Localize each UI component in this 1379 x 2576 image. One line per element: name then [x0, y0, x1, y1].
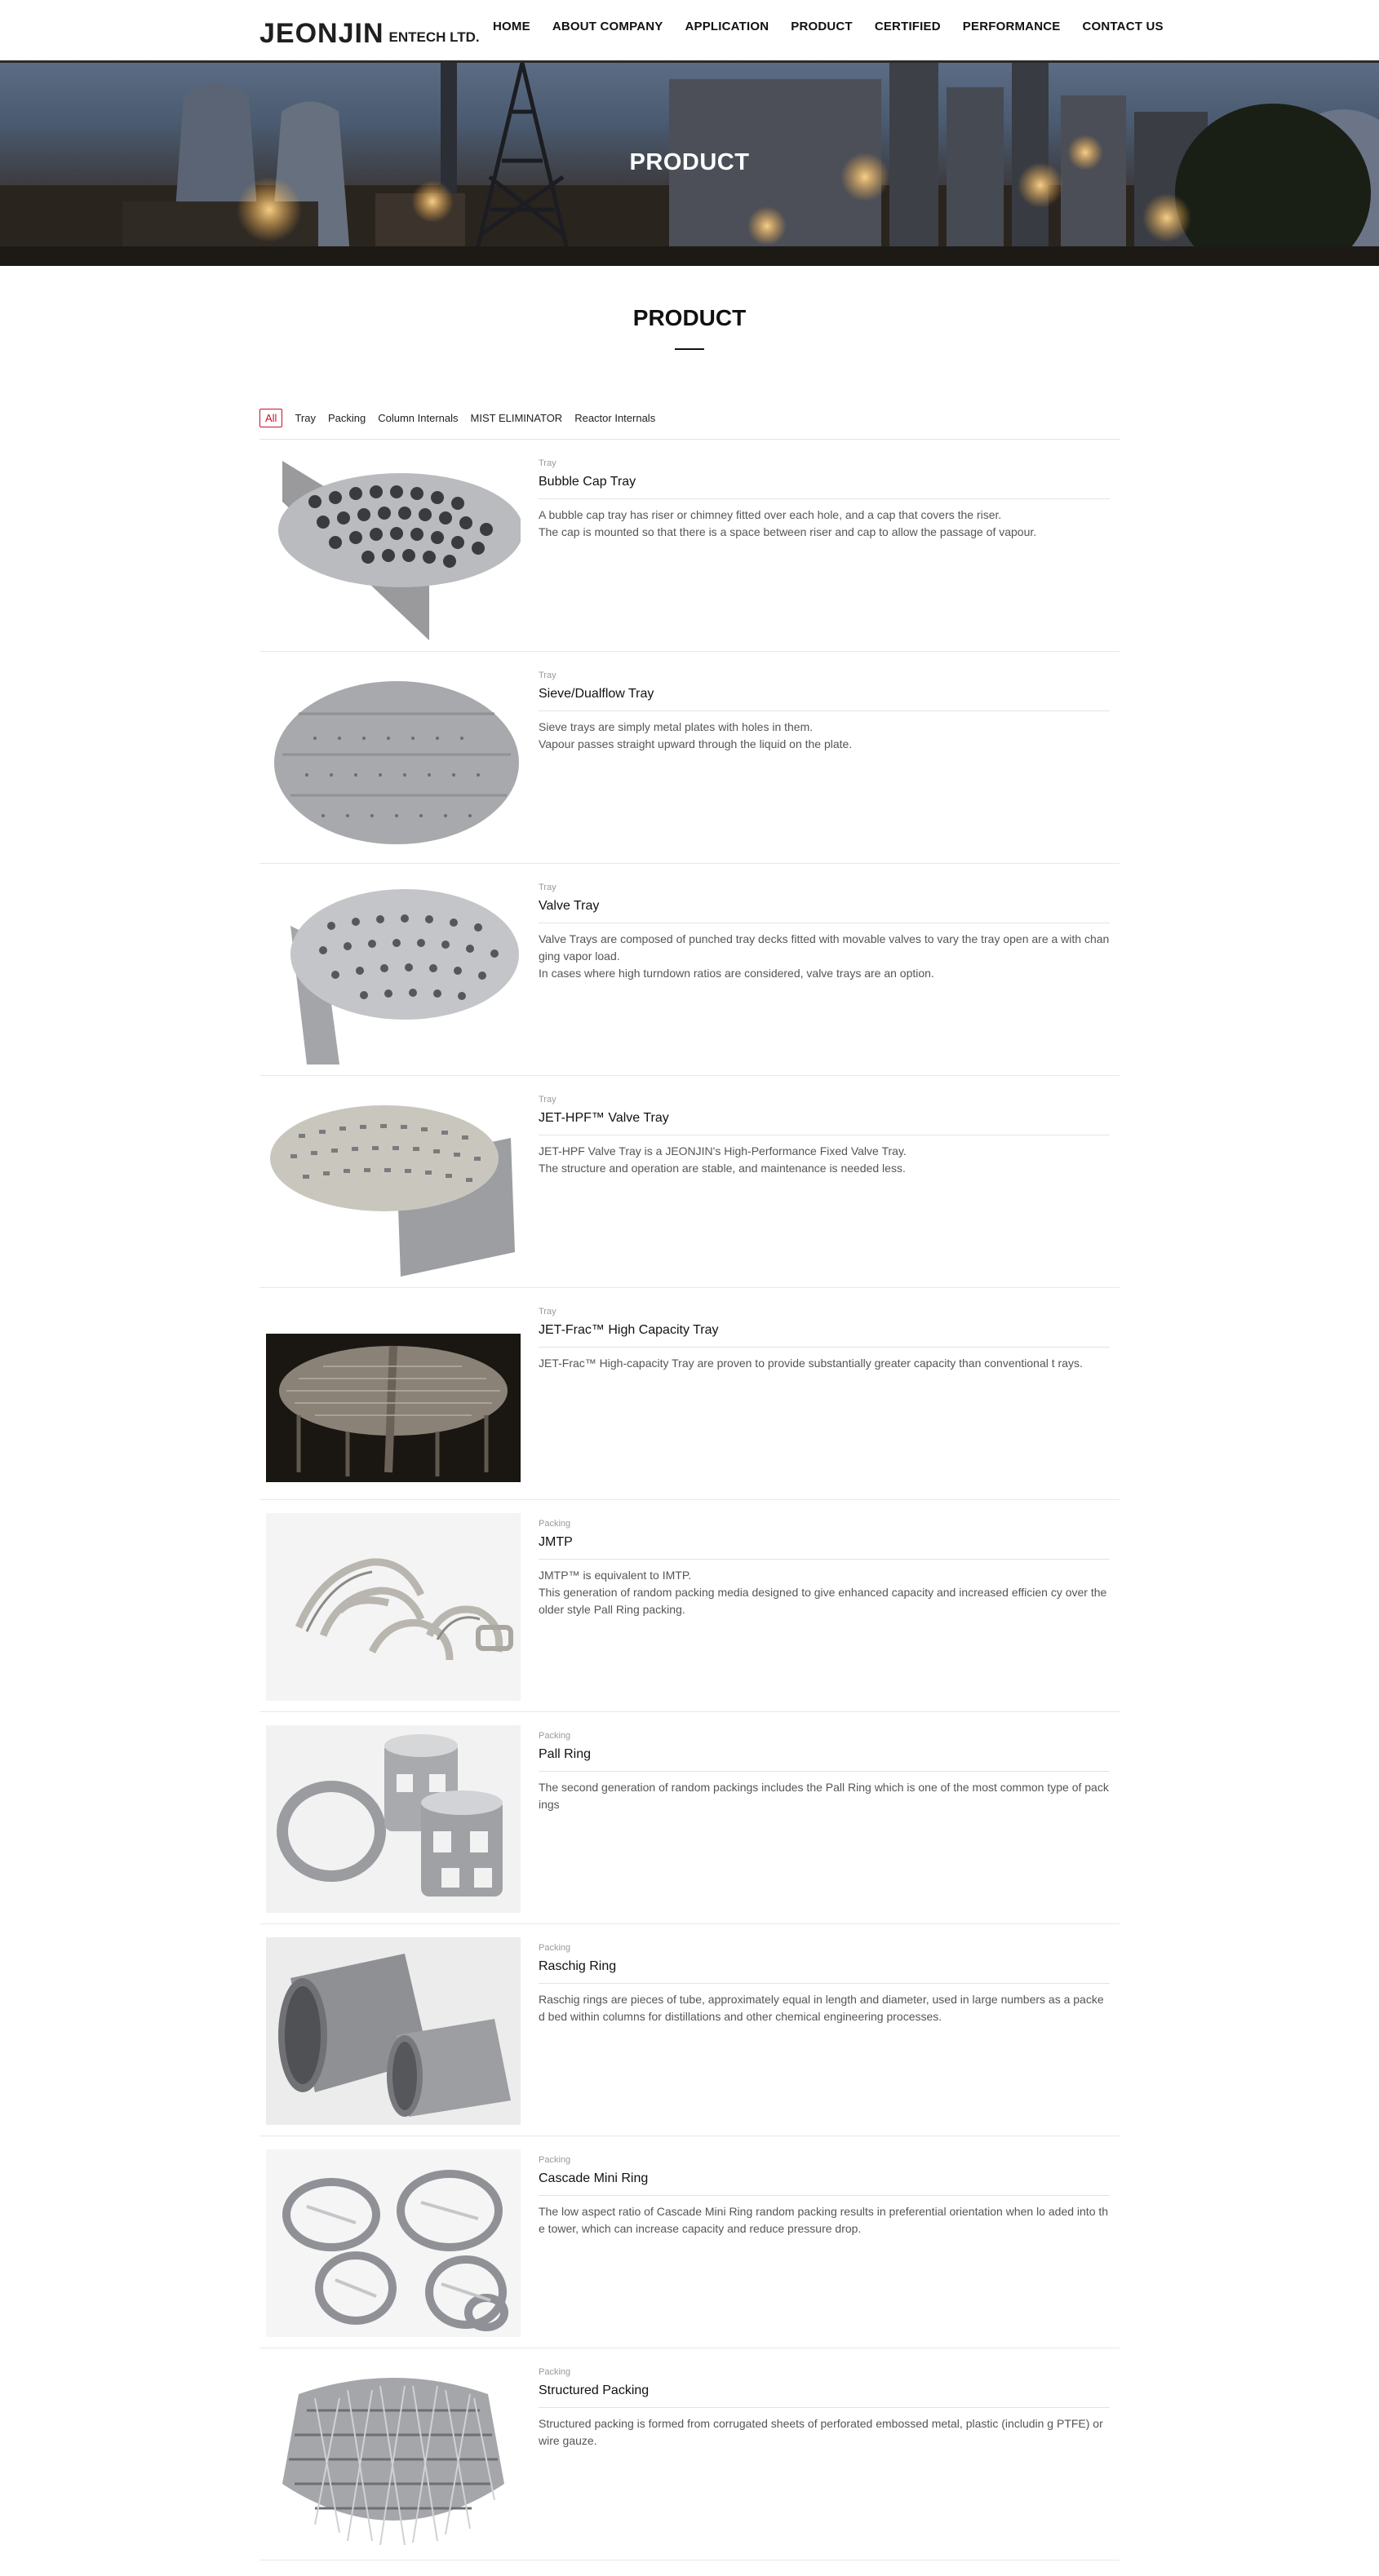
nav-performance[interactable]: PERFORMANCE	[962, 20, 1061, 33]
product-item[interactable]	[259, 1500, 1120, 1712]
product-name[interactable]: JET-Frac™ High Capacity Tray	[539, 1322, 1110, 1348]
pall-ring-image[interactable]	[266, 1725, 521, 1913]
logo[interactable]	[259, 15, 480, 47]
product-item[interactable]	[259, 1712, 1120, 1924]
product-category: Tray	[539, 1095, 556, 1104]
main-nav	[493, 20, 1186, 33]
nav-application[interactable]: APPLICATION	[685, 20, 769, 33]
valve-tray-image[interactable]	[266, 877, 521, 1064]
product-info	[539, 2154, 1110, 2237]
hero-banner	[0, 63, 1379, 266]
filter-all[interactable]: All	[259, 409, 282, 427]
product-description: The low aspect ratio of Cascade Mini Ring random packing results in preferential orientation when lo aded into the tower, which can increase capacity and reduce pressure drop.	[539, 2205, 1109, 2235]
product-category: Packing	[539, 2155, 571, 2165]
logo-main: JEONJIN	[259, 18, 384, 49]
filter-packing[interactable]: Packing	[327, 412, 366, 424]
structured-packing-image[interactable]	[266, 2361, 521, 2549]
product-item[interactable]	[259, 1924, 1120, 2136]
product-description: The second generation of random packings includes the Pall Ring which is one of the most common type of packings	[539, 1781, 1109, 1811]
raschig-ring-image[interactable]	[266, 1937, 521, 2125]
product-info	[539, 458, 1110, 541]
nav-about-company[interactable]: ABOUT COMPANY	[552, 20, 663, 33]
product-info	[539, 1094, 1110, 1177]
product-item[interactable]	[259, 1288, 1120, 1500]
filter-column-internals[interactable]: Column Internals	[378, 412, 459, 424]
jet-hpf-tray-image[interactable]	[266, 1089, 521, 1277]
product-category: Packing	[539, 2367, 571, 2377]
product-info	[539, 1518, 1110, 1618]
product-category: Packing	[539, 1943, 571, 1953]
filter-mist-eliminator[interactable]: MIST ELIMINATOR	[470, 412, 563, 424]
page-title: PRODUCT	[632, 305, 747, 330]
product-name[interactable]: JET-HPF™ Valve Tray	[539, 1110, 1110, 1135]
title-divider	[675, 348, 704, 350]
product-item[interactable]	[259, 1076, 1120, 1288]
product-name[interactable]: Bubble Cap Tray	[539, 474, 1110, 499]
jmtp-packing-image[interactable]	[266, 1513, 521, 1701]
filter-reactor-internals[interactable]: Reactor Internals	[574, 412, 656, 424]
sieve-tray-image[interactable]	[266, 665, 521, 852]
product-item[interactable]	[259, 2136, 1120, 2348]
product-name[interactable]: Valve Tray	[539, 898, 1110, 923]
product-description: Sieve trays are simply metal plates with holes in them. Vapour passes straight upward through the liquid on the plate.	[539, 720, 853, 750]
product-description: A bubble cap tray has riser or chimney fitted over each hole, and a cap that covers the riser. The cap is mounted so that there is a space between riser and cap to allow the passage of vapour.	[539, 508, 1037, 538]
category-filter	[259, 409, 667, 427]
product-name[interactable]: Sieve/Dualflow Tray	[539, 686, 1110, 711]
product-info	[539, 1306, 1110, 1372]
product-category: Packing	[539, 1519, 571, 1529]
site-header	[0, 0, 1379, 63]
product-name[interactable]: Structured Packing	[539, 2383, 1110, 2408]
product-category: Packing	[539, 1731, 571, 1741]
product-info	[539, 1942, 1110, 2025]
bubble-cap-tray-image[interactable]	[266, 453, 521, 640]
product-name[interactable]: Pall Ring	[539, 1746, 1110, 1772]
filter-tray[interactable]: Tray	[295, 412, 316, 424]
product-name[interactable]: JMTP	[539, 1534, 1110, 1560]
product-name[interactable]: Cascade Mini Ring	[539, 2171, 1110, 2196]
product-description: JET-HPF Valve Tray is a JEONJIN's High-Performance Fixed Valve Tray. The structure and operation are stable, and maintenance is needed less.	[539, 1144, 907, 1175]
product-description: JET-Frac™ High-capacity Tray are proven to provide substantially greater capacity than conventional t rays.	[539, 1357, 1083, 1370]
cascade-mini-ring-image[interactable]	[266, 2149, 521, 2337]
product-info	[539, 2366, 1110, 2450]
product-category: Tray	[539, 458, 556, 468]
product-description: Structured packing is formed from corrugated sheets of perforated embossed metal, plastic (includin g PTFE) or wire gauze.	[539, 2417, 1103, 2447]
nav-contact-us[interactable]: CONTACT US	[1082, 20, 1164, 33]
nav-home[interactable]: HOME	[493, 20, 530, 33]
product-description: JMTP™ is equivalent to IMTP. This generation of random packing media designed to give enhanced capacity and increased efficien cy over the older style Pall Ring packing.	[539, 1569, 1107, 1616]
product-category: Tray	[539, 671, 556, 680]
hero-title: PRODUCT	[629, 149, 750, 175]
product-item[interactable]	[259, 864, 1120, 1076]
logo-sub: ENTECH LTD.	[388, 29, 480, 45]
product-info	[539, 670, 1110, 753]
product-item[interactable]	[259, 652, 1120, 864]
product-description: Valve Trays are composed of punched tray decks fitted with movable valves to vary the tray open are a with changing vapor load. In cases where high turndown ratios are considered, valve trays are an option.	[539, 932, 1110, 980]
product-name[interactable]: Raschig Ring	[539, 1959, 1110, 1984]
product-item[interactable]	[259, 2348, 1120, 2561]
jet-frac-tray-image[interactable]	[266, 1301, 521, 1489]
product-item[interactable]	[259, 440, 1120, 652]
nav-product[interactable]: PRODUCT	[791, 20, 853, 33]
product-info	[539, 882, 1110, 982]
product-description: Raschig rings are pieces of tube, approximately equal in length and diameter, used in large numbers as a packed bed within columns for distillations and other chemical engineering processes.	[539, 1993, 1104, 2023]
product-info	[539, 1730, 1110, 1813]
product-category: Tray	[539, 1307, 556, 1317]
product-category: Tray	[539, 883, 556, 892]
nav-certified[interactable]: CERTIFIED	[874, 20, 941, 33]
